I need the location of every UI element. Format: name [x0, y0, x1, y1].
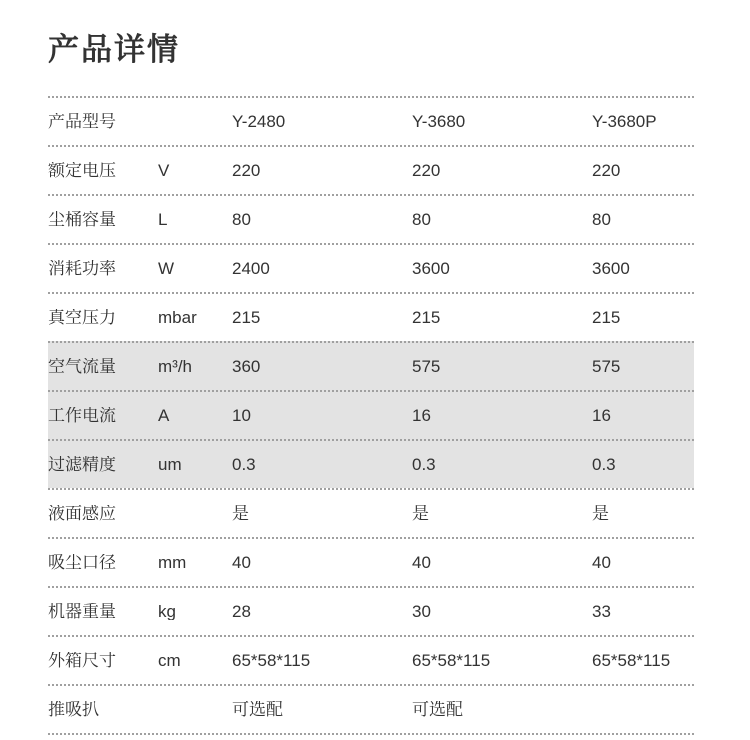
spec-value-2: 220	[412, 162, 441, 179]
spec-value-2: 575	[412, 358, 441, 375]
spec-label: 吸尘口径	[48, 554, 116, 571]
spec-value-1: 10	[232, 407, 251, 424]
spec-value-2: 80	[412, 211, 431, 228]
spec-value-3: 40	[592, 554, 611, 571]
page-title: 产品详情	[48, 32, 180, 67]
spec-unit: kg	[158, 603, 176, 620]
spec-label: 机器重量	[48, 603, 116, 620]
spec-label: 液面感应	[48, 505, 116, 522]
spec-label: 消耗功率	[48, 260, 116, 277]
spec-value-2: Y-3680	[412, 113, 466, 130]
spec-value-2: 0.3	[412, 456, 436, 473]
spec-row	[48, 537, 694, 586]
spec-row	[48, 96, 694, 145]
spec-value-2: 可选配	[412, 701, 463, 718]
spec-value-2: 215	[412, 309, 441, 326]
spec-unit: A	[158, 407, 170, 424]
spec-value-1: 65*58*115	[232, 652, 311, 669]
spec-row	[48, 243, 694, 292]
spec-row	[48, 586, 694, 635]
spec-label: 外箱尺寸	[48, 652, 116, 669]
spec-value-1: 2400	[232, 260, 270, 277]
spec-value-1: 215	[232, 309, 261, 326]
spec-value-1: 220	[232, 162, 261, 179]
spec-value-3: 0.3	[592, 456, 616, 473]
spec-value-1: 360	[232, 358, 261, 375]
spec-label: 产品型号	[48, 113, 116, 130]
spec-value-3: Y-3680P	[592, 113, 657, 130]
spec-value-3: 3600	[592, 260, 630, 277]
spec-value-2: 30	[412, 603, 431, 620]
spec-value-3: 16	[592, 407, 611, 424]
spec-unit: mm	[158, 554, 187, 571]
spec-value-2: 65*58*115	[412, 652, 491, 669]
spec-row	[48, 292, 694, 341]
spec-value-1: 40	[232, 554, 251, 571]
spec-value-3: 220	[592, 162, 621, 179]
spec-value-2: 40	[412, 554, 431, 571]
spec-value-3: 80	[592, 211, 611, 228]
spec-unit: V	[158, 162, 170, 179]
spec-label: 工作电流	[48, 407, 116, 424]
spec-row	[48, 439, 694, 488]
spec-row	[48, 194, 694, 243]
spec-label: 空气流量	[48, 358, 116, 375]
spec-unit: m³/h	[158, 358, 192, 375]
spec-value-1: 可选配	[232, 701, 283, 718]
spec-value-3: 65*58*115	[592, 652, 671, 669]
spec-value-3: 33	[592, 603, 611, 620]
spec-table	[48, 96, 694, 735]
spec-value-3: 215	[592, 309, 621, 326]
spec-label: 过滤精度	[48, 456, 116, 473]
spec-unit: L	[158, 211, 168, 228]
spec-value-1: Y-2480	[232, 113, 286, 130]
spec-value-2: 是	[412, 505, 429, 522]
spec-value-1: 是	[232, 505, 249, 522]
spec-value-2: 16	[412, 407, 431, 424]
spec-row	[48, 635, 694, 684]
spec-row	[48, 341, 694, 390]
spec-row	[48, 145, 694, 194]
spec-value-3: 是	[592, 505, 609, 522]
spec-unit: W	[158, 260, 175, 277]
spec-row	[48, 684, 694, 733]
spec-label: 尘桶容量	[48, 211, 116, 228]
spec-unit: cm	[158, 652, 181, 669]
spec-label: 推吸扒	[48, 701, 99, 718]
spec-unit: mbar	[158, 309, 197, 326]
spec-unit: um	[158, 456, 182, 473]
spec-value-1: 80	[232, 211, 251, 228]
spec-row	[48, 488, 694, 537]
spec-label: 额定电压	[48, 162, 116, 179]
spec-row	[48, 390, 694, 439]
spec-value-1: 28	[232, 603, 251, 620]
spec-value-3: 575	[592, 358, 621, 375]
spec-value-2: 3600	[412, 260, 450, 277]
spec-value-1: 0.3	[232, 456, 256, 473]
spec-label: 真空压力	[48, 309, 116, 326]
